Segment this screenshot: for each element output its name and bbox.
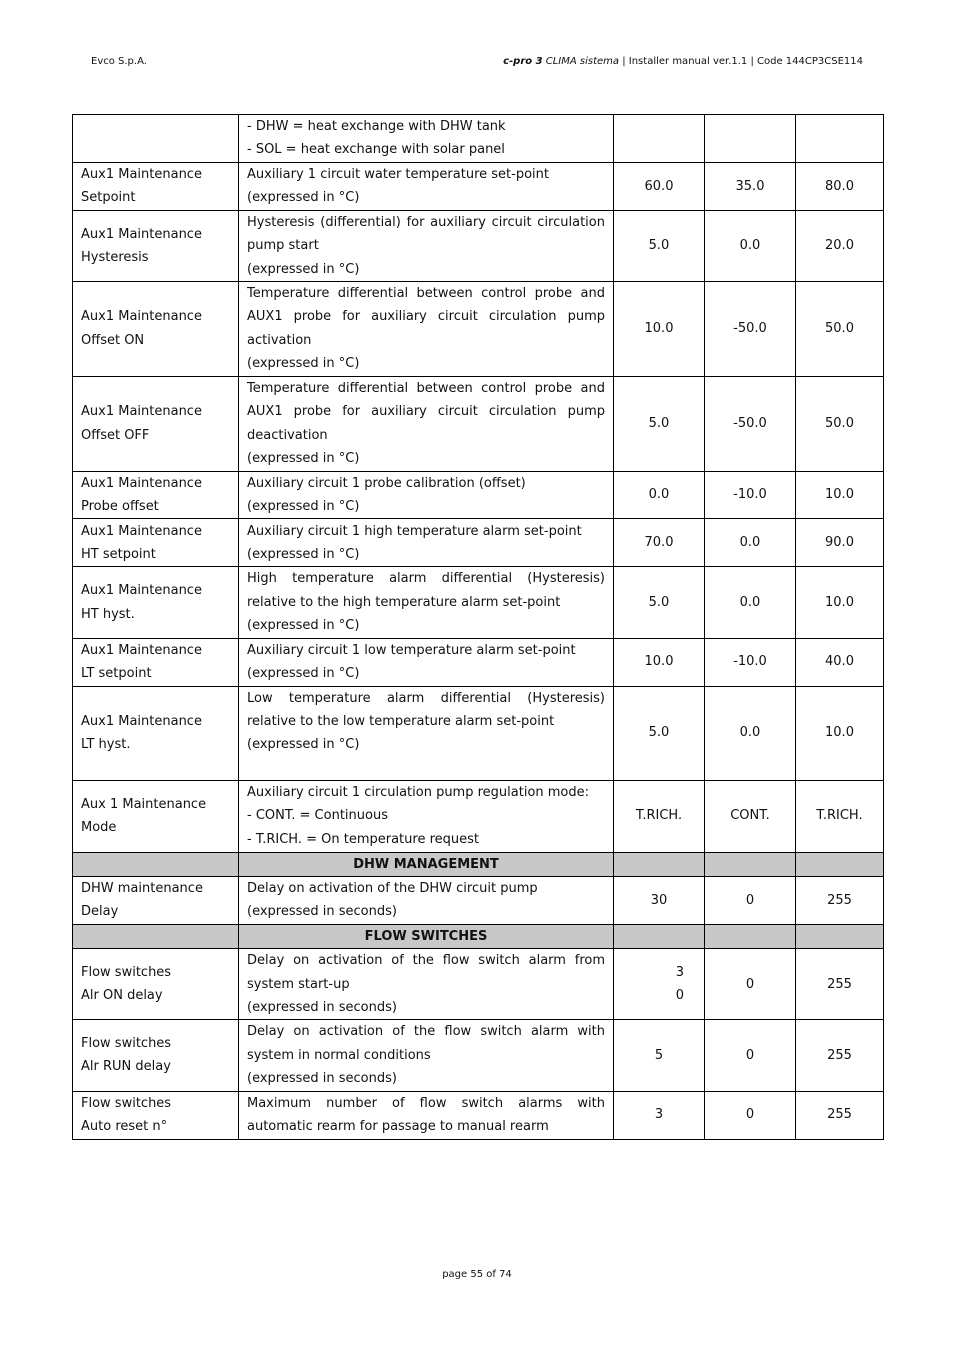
desc-line: (expressed in seconds) <box>247 999 397 1015</box>
desc-line: AUX1 probe for auxiliary circuit circulation pump <box>247 309 605 325</box>
parameter-table-body <box>73 115 884 1140</box>
param-name-cell <box>73 376 239 471</box>
table-row <box>73 638 884 686</box>
max-cell: 10.0 <box>796 567 884 638</box>
min-cell: 0 <box>705 1020 796 1091</box>
param-name-cell <box>73 567 239 638</box>
desc-line: system in normal conditions <box>247 1047 431 1063</box>
table-row <box>73 567 884 638</box>
table-row <box>73 1091 884 1139</box>
param-desc-cell <box>239 519 614 567</box>
table-row <box>73 780 884 852</box>
table-row <box>73 210 884 281</box>
desc-line: (expressed in °C) <box>247 261 360 277</box>
name-line: Aux1 Maintenance <box>81 713 202 729</box>
max-cell: T.RICH. <box>796 780 884 852</box>
table-row <box>73 876 884 924</box>
min-cell: 0.0 <box>705 567 796 638</box>
default-cell: 30 <box>614 876 705 924</box>
min-cell: 0.0 <box>705 210 796 281</box>
desc-line: - T.RICH. = On temperature request <box>247 831 480 847</box>
name-line: Hysteresis <box>81 249 149 265</box>
name-line: Aux1 Maintenance <box>81 583 202 599</box>
param-name-cell <box>73 638 239 686</box>
param-name-cell <box>73 282 239 377</box>
default-cell: 70.0 <box>614 519 705 567</box>
param-name-cell <box>73 780 239 852</box>
param-name-cell <box>73 519 239 567</box>
param-name-cell <box>73 1020 239 1091</box>
name-line: Probe offset <box>81 499 159 515</box>
param-desc-cell <box>239 282 614 377</box>
default-cell: 3 <box>614 1091 705 1139</box>
name-line: Mode <box>81 820 117 835</box>
desc-line: Auxiliary 1 circuit water temperature set-point <box>247 166 549 182</box>
min-cell: 0 <box>705 876 796 924</box>
name-line: Aux1 Maintenance <box>81 642 202 658</box>
name-line: Offset OFF <box>81 427 150 443</box>
default-cell <box>614 115 705 163</box>
name-line: HT hyst. <box>81 606 135 622</box>
desc-line: (expressed in °C) <box>247 546 360 562</box>
param-desc-cell <box>239 1020 614 1091</box>
desc-line: relative to the high temperature alarm set-point <box>247 594 561 610</box>
section-title-dhw: DHW MANAGEMENT <box>239 852 614 876</box>
desc-line: High temperature alarm differential (Hysteresis) <box>247 571 605 587</box>
max-cell: 10.0 <box>796 686 884 780</box>
param-name-cell <box>73 162 239 210</box>
table-row <box>73 115 884 163</box>
name-line: Auto reset n° <box>81 1119 168 1135</box>
min-cell: 0.0 <box>705 686 796 780</box>
param-desc-cell <box>239 471 614 519</box>
max-cell: 50.0 <box>796 376 884 471</box>
header-product-italic: CLIMA sistema <box>542 56 620 67</box>
desc-line: Delay on activation of the DHW circuit pump <box>247 880 538 896</box>
max-cell: 40.0 <box>796 638 884 686</box>
name-line: Alr RUN delay <box>81 1059 171 1075</box>
name-line: Aux1 Maintenance <box>81 226 202 242</box>
max-cell: 10.0 <box>796 471 884 519</box>
desc-line: Temperature differential between control probe and <box>247 380 605 396</box>
name-line: LT setpoint <box>81 666 152 682</box>
desc-line: Low temperature alarm differential (Hysteresis) <box>247 690 605 706</box>
desc-line: Maximum number of flow switch alarms with <box>247 1095 605 1111</box>
desc-line: automatic rearm for passage to manual rearm <box>247 1119 549 1135</box>
max-cell <box>796 115 884 163</box>
param-desc-cell <box>239 876 614 924</box>
desc-line: (expressed in °C) <box>247 499 360 515</box>
table-row <box>73 949 884 1020</box>
default-cell: 10.0 <box>614 638 705 686</box>
desc-line: (expressed in seconds) <box>247 1071 397 1087</box>
default-cell: 5.0 <box>614 376 705 471</box>
name-line: DHW maintenance <box>81 880 203 896</box>
table-row <box>73 376 884 471</box>
param-name-cell <box>73 471 239 519</box>
min-cell <box>705 115 796 163</box>
min-cell: 0 <box>705 949 796 1020</box>
desc-line: - SOL = heat exchange with solar panel <box>247 142 505 158</box>
min-cell: -50.0 <box>705 282 796 377</box>
desc-line: deactivation <box>247 427 328 443</box>
param-name-cell <box>73 686 239 780</box>
default-cell: 5.0 <box>614 686 705 780</box>
name-line: LT hyst. <box>81 737 131 752</box>
default-cell <box>614 949 705 1020</box>
name-line: Alr ON delay <box>81 988 163 1004</box>
desc-line: - CONT. = Continuous <box>247 808 388 824</box>
default-cell: T.RICH. <box>614 780 705 852</box>
max-cell: 20.0 <box>796 210 884 281</box>
desc-line: relative to the low temperature alarm set-point <box>247 713 555 729</box>
section-spacer <box>614 852 705 876</box>
section-row-dhw <box>73 852 884 876</box>
desc-line: Temperature differential between control probe and <box>247 286 605 302</box>
param-desc-cell <box>239 115 614 163</box>
param-desc-cell <box>239 686 614 780</box>
name-line: Flow switches <box>81 1036 172 1052</box>
param-name-cell <box>73 949 239 1020</box>
default-cell: 10.0 <box>614 282 705 377</box>
header-doc-info <box>503 56 863 67</box>
name-line: Aux1 Maintenance <box>81 404 202 420</box>
param-name-cell <box>73 210 239 281</box>
desc-line: Auxiliary circuit 1 high temperature alarm set-point <box>247 523 582 539</box>
section-spacer <box>73 852 239 876</box>
desc-line: (expressed in seconds) <box>247 904 397 920</box>
param-name-cell <box>73 876 239 924</box>
name-line: Aux1 Maintenance <box>81 475 202 491</box>
param-desc-cell <box>239 376 614 471</box>
desc-line: Auxiliary circuit 1 circulation pump regulation mode: <box>247 784 590 800</box>
desc-line: (expressed in °C) <box>247 190 360 206</box>
default-cell: 5 <box>614 1020 705 1091</box>
param-desc-cell <box>239 210 614 281</box>
section-spacer <box>796 924 884 948</box>
header-product-bold: c-pro 3 <box>503 56 543 67</box>
name-line: Aux1 Maintenance <box>81 523 202 539</box>
desc-line: (expressed in °C) <box>247 666 360 682</box>
default-cell: 5.0 <box>614 567 705 638</box>
section-spacer <box>705 852 796 876</box>
default-cell: 60.0 <box>614 162 705 210</box>
desc-line: - DHW = heat exchange with DHW tank <box>247 119 506 134</box>
name-line: Aux1 Maintenance <box>81 166 202 182</box>
table-row <box>73 471 884 519</box>
name-line: Flow switches <box>81 1095 172 1111</box>
desc-line: Hysteresis (differential) for auxiliary circuit circulation <box>247 214 605 230</box>
max-cell: 255 <box>796 1091 884 1139</box>
min-cell: -10.0 <box>705 638 796 686</box>
default-cell: 0.0 <box>614 471 705 519</box>
header-company: Evco S.p.A. <box>91 56 147 67</box>
desc-line: pump start <box>247 238 319 254</box>
max-cell: 255 <box>796 949 884 1020</box>
section-spacer <box>796 852 884 876</box>
min-cell: 35.0 <box>705 162 796 210</box>
desc-line: Delay on activation of the flow switch alarm from <box>247 953 605 969</box>
section-row-flow <box>73 924 884 948</box>
parameter-table <box>72 114 884 1140</box>
param-desc-cell <box>239 567 614 638</box>
min-cell: 0 <box>705 1091 796 1139</box>
desc-line: system start-up <box>247 976 350 992</box>
param-name-cell <box>73 1091 239 1139</box>
table-row <box>73 686 884 780</box>
name-line: Aux 1 Maintenance <box>81 796 207 812</box>
param-desc-cell <box>239 1091 614 1139</box>
table-row <box>73 162 884 210</box>
name-line: Setpoint <box>81 190 136 206</box>
desc-line: (expressed in °C) <box>247 451 360 467</box>
min-cell: 0.0 <box>705 519 796 567</box>
desc-line: AUX1 probe for auxiliary circuit circulation pump <box>247 404 605 420</box>
max-cell: 255 <box>796 876 884 924</box>
desc-line: (expressed in °C) <box>247 618 360 634</box>
param-desc-cell <box>239 949 614 1020</box>
min-cell: CONT. <box>705 780 796 852</box>
name-line: Flow switches <box>81 964 172 980</box>
section-spacer <box>614 924 705 948</box>
page-number: page 55 of 74 <box>442 1269 512 1280</box>
desc-line: Auxiliary circuit 1 probe calibration (offset) <box>247 475 526 491</box>
desc-line: Delay on activation of the flow switch alarm with <box>247 1024 605 1040</box>
max-cell: 50.0 <box>796 282 884 377</box>
default-line: 3 <box>675 964 684 980</box>
param-desc-cell <box>239 162 614 210</box>
name-line: Offset ON <box>81 332 145 348</box>
param-desc-cell <box>239 638 614 686</box>
param-desc-cell <box>239 780 614 852</box>
header-doc-code: | Installer manual ver.1.1 | Code 144CP3CSE114 <box>619 56 863 67</box>
table-row <box>73 282 884 377</box>
table-row <box>73 1020 884 1091</box>
default-cell: 5.0 <box>614 210 705 281</box>
name-line: Aux1 Maintenance <box>81 309 202 325</box>
desc-line: (expressed in °C) <box>247 356 360 372</box>
param-name-cell <box>73 115 239 163</box>
max-cell: 90.0 <box>796 519 884 567</box>
default-line: 0 <box>675 988 684 1004</box>
table-row <box>73 519 884 567</box>
min-cell: -10.0 <box>705 471 796 519</box>
desc-line: Auxiliary circuit 1 low temperature alarm set-point <box>247 642 576 658</box>
desc-line: activation <box>247 332 312 348</box>
max-cell: 80.0 <box>796 162 884 210</box>
section-spacer <box>705 924 796 948</box>
section-title-flow: FLOW SWITCHES <box>239 924 614 948</box>
desc-line: (expressed in °C) <box>247 737 360 753</box>
name-line: HT setpoint <box>81 546 156 562</box>
min-cell: -50.0 <box>705 376 796 471</box>
max-cell: 255 <box>796 1020 884 1091</box>
name-line: Delay <box>81 904 119 920</box>
section-spacer <box>73 924 239 948</box>
